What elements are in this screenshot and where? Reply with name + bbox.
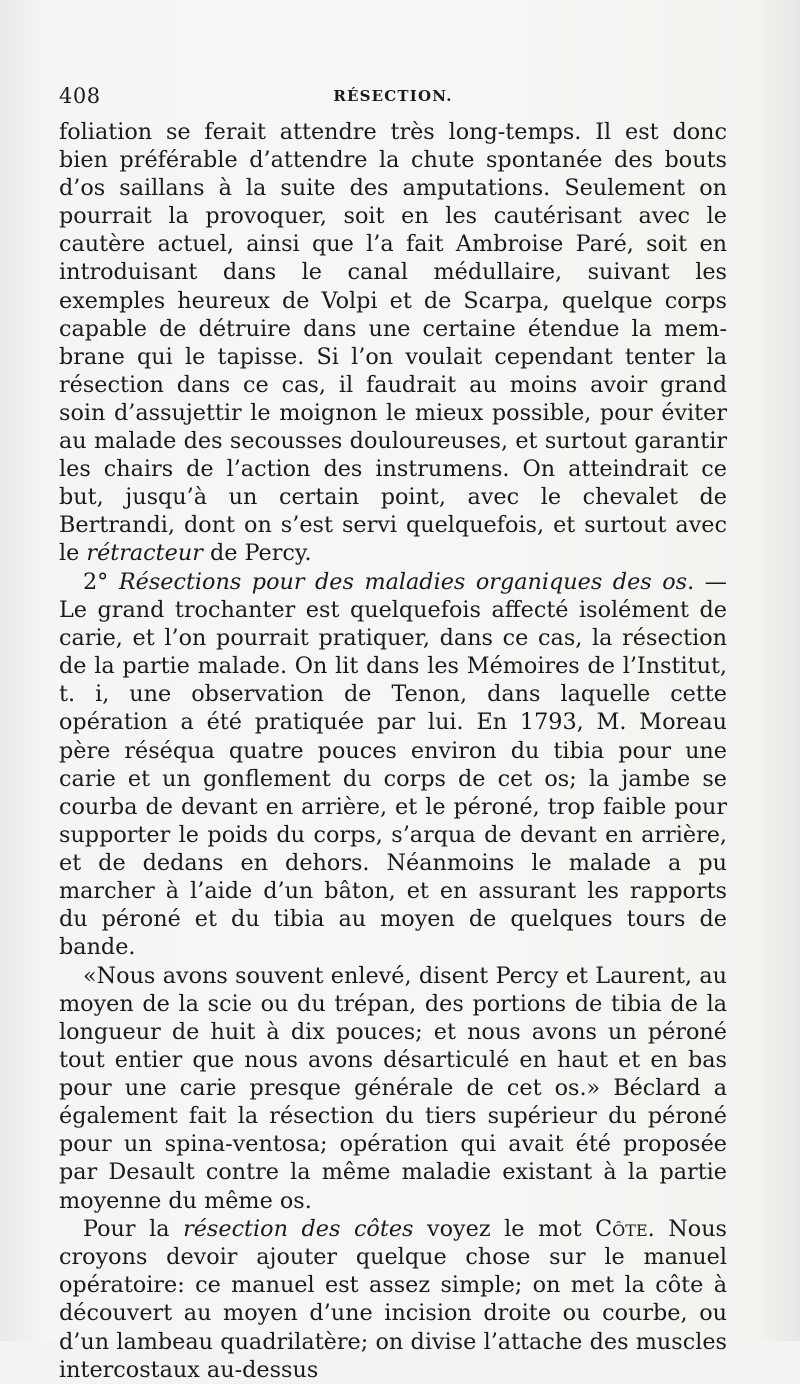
text-run: — Le grand trochanter est quelquefois affecté isolément de carie, et l’on pourrait pratiquer, dans ce cas, la résection de la partie malade. On lit dans les Mémoires de l’Institut, t. i, une observation de Tenon, dans laquelle cette opération a été pratiquée par lui. En 1793, M. Moreau père réséqua quatre pouces environ du tibia pour une carie et un gonflement du corps de cet os; la jambe se courba de devant en arrière, et le péroné, trop faible pour supporter le poids du corps, s’arqua de devant en arrière, et de dedans en dehors. Néanmoins le malade a pu marcher à l’aide d’un bâton, et en assurant les rapports du péroné et du tibia au moyen de quelques tours de bande.: [59, 569, 727, 961]
paragraph: [59, 118, 727, 568]
italic-text: résection des côtes: [183, 1216, 414, 1243]
text-run: 2°: [83, 569, 119, 595]
italic-text: Résections pour des maladies organiques des os.: [118, 569, 695, 595]
paragraph: [59, 568, 727, 961]
text-run: voyez le mot: [413, 1216, 596, 1243]
small-caps-text: Côte: [595, 1216, 648, 1243]
body-text: [59, 118, 727, 1384]
text-run: de Percy.: [202, 540, 312, 567]
paragraph: [59, 962, 727, 1215]
text-run: foliation se ferait attendre très long-temps. Il est donc bien préférable d’attendre la chute spontanée des bouts d’os saillans à la suite des amputations. Seulement on pourrait la provoquer, soit en les cautérisant avec le cautère actuel, ainsi que l’a fait Ambroise Paré, soit en introduisant dans le canal médullaire, suivant les exemples heureux de Volpi et de Scarpa, quelque corps capable de détruire dans une certaine étendue la membrane qui le tapisse. Si l’on voulait cependant tenter la résection dans ce cas, il faudrait au moins avoir grand soin d’assujettir le moignon le mieux possible, pour éviter au malade des secousses douloureuses, et surtout garantir les chairs de l’action des instrumens. On atteindrait ce but, jusqu’à un certain point, avec le chevalet de Bertrandi, dont on s’est servi quelquefois, et surtout avec le: [59, 119, 727, 567]
running-head: RÉSECTION.: [333, 87, 453, 105]
text-run: «Nous avons souvent enlevé, disent Percy et Laurent, au moyen de la scie ou du trépan, des portions de tibia de la longueur de huit à dix pouces; et nous avons un péroné tout entier que nous avons désarticulé en haut et en bas pour une carie presque générale de cet os.» Béclard a également fait la résection du tiers supérieur du péroné pour un spina-ventosa; opération qui avait été proposée par Desault contre la même maladie existant à la partie moyenne du même os.: [59, 962, 727, 1214]
text-run: Pour la: [83, 1216, 184, 1243]
text-run: . Nous croyons devoir ajouter quelque chose sur le manuel opératoire: ce manuel est assez simple; on met la côte à découvert au moyen d’une incision droite ou courbe, ou d’un lambeau quadrilatère; on divise l’attache des muscles intercostaux au-dessus: [59, 1216, 727, 1383]
italic-text: rétracteur: [86, 540, 203, 567]
page-number: 408: [59, 84, 101, 108]
page-header: [59, 84, 727, 114]
paragraph: [59, 1215, 727, 1384]
